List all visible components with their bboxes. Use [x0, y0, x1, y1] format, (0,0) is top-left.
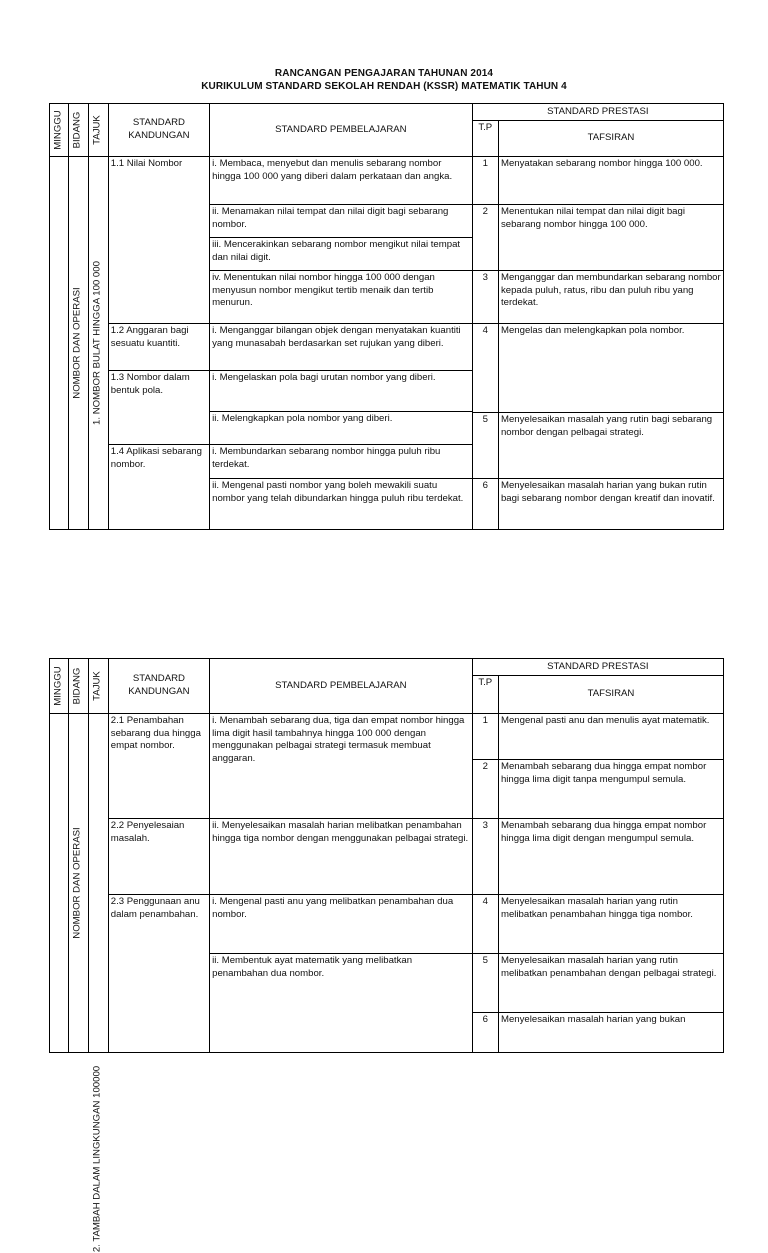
header-standard-kandungan: STANDARD KANDUNGAN	[108, 659, 209, 714]
tafsiran-cell: Mengenal pasti anu dan menulis ayat matematik.	[498, 714, 723, 760]
pembelajaran-cell: i. Membaca, menyebut dan menulis sebarang nombor hingga 100 000 yang diberi dalam perkataan dan angka.	[210, 157, 473, 205]
tafsiran-cell: Menyelesaikan masalah harian yang bukan rutin bagi sebarang nombor dengan kreatif dan inovatif.	[498, 479, 723, 530]
kandungan-cell: 2.1 Penambahan sebarang dua hingga empat nombor.	[108, 714, 209, 819]
pembelajaran-cell: ii. Mengenal pasti nombor yang boleh mewakili suatu nombor yang telah dibundarkan hingga puluh ribu terdekat.	[210, 479, 473, 530]
plan-table-1	[49, 103, 724, 530]
pembelajaran-cell: iii. Mencerakinkan sebarang nombor mengikut nilai tempat dan nilai digit.	[210, 238, 473, 271]
pembelajaran-cell: i. Membundarkan sebarang nombor hingga puluh ribu terdekat.	[210, 445, 473, 479]
document-title: RANCANGAN PENGAJARAN TAHUNAN 2014	[274, 68, 494, 79]
header-minggu: MINGGU	[50, 659, 69, 714]
tajuk-cell: 2. TAMBAH DALAM LINGKUNGAN 100000	[88, 714, 108, 1053]
minggu-cell	[50, 714, 69, 1053]
tp-cell: 4	[472, 324, 498, 413]
bidang-cell: NOMBOR DAN OPERASI	[69, 714, 88, 1053]
pembelajaran-cell: ii. Menyelesaikan masalah harian melibatkan penambahan hingga tiga nombor dengan menggunakan pelbagai strategi.	[210, 819, 473, 895]
header-standard-kandungan: STANDARD KANDUNGAN	[108, 104, 209, 157]
kandungan-cell: 1.3 Nombor dalam bentuk pola.	[108, 371, 209, 445]
tafsiran-cell: Menentukan nilai tempat dan nilai digit bagi sebarang nombor hingga 100 000.	[498, 205, 723, 271]
tafsiran-cell: Menganggar dan membundarkan sebarang nombor kepada puluh, ratus, ribu dan puluh ribu yang terdekat.	[498, 271, 723, 324]
header-standard-pembelajaran: STANDARD PEMBELAJARAN	[210, 659, 473, 714]
tafsiran-cell: Menambah sebarang dua hingga empat nombor hingga lima digit tanpa mengumpul semula.	[498, 760, 723, 819]
tafsiran-cell: Menyelesaikan masalah harian yang rutin melibatkan penambahan hingga tiga nombor.	[498, 895, 723, 954]
pembelajaran-cell: i. Menganggar bilangan objek dengan menyatakan kuantiti yang munasabah berdasarkan set rujukan yang diberi.	[210, 324, 473, 371]
kandungan-cell: 2.2 Penyelesaian masalah.	[108, 819, 209, 895]
kandungan-cell: 1.1 Nilai Nombor	[108, 157, 209, 324]
document-subtitle: KURIKULUM STANDARD SEKOLAH RENDAH (KSSR) MATEMATIK TAHUN 4	[201, 81, 567, 92]
kandungan-cell: 1.2 Anggaran bagi sesuatu kuantiti.	[108, 324, 209, 371]
header-tp: T.P	[472, 676, 498, 714]
tp-cell: 4	[472, 895, 498, 954]
pembelajaran-cell: ii. Melengkapkan pola nombor yang diberi.	[210, 412, 473, 445]
tajuk-cell: 1. NOMBOR BULAT HINGGA 100 000	[88, 157, 108, 530]
tp-cell: 2	[472, 205, 498, 271]
pembelajaran-cell: ii. Menamakan nilai tempat dan nilai digit bagi sebarang nombor.	[210, 205, 473, 238]
tp-cell: 3	[472, 271, 498, 324]
tafsiran-cell: Mengelas dan melengkapkan pola nombor.	[498, 324, 723, 413]
plan-table-2	[49, 658, 724, 1253]
tafsiran-cell: Menyelesaikan masalah yang rutin bagi sebarang nombor dengan pelbagai strategi.	[498, 413, 723, 479]
header-tp: T.P	[472, 121, 498, 157]
header-standard-prestasi: STANDARD PRESTASI	[472, 659, 723, 676]
header-tafsiran: TAFSIRAN	[498, 676, 723, 714]
tp-cell: 5	[472, 954, 498, 1013]
tp-cell: 3	[472, 819, 498, 895]
bidang-cell: NOMBOR DAN OPERASI	[69, 157, 88, 530]
header-bidang: BIDANG	[69, 659, 88, 714]
tafsiran-cell: Menyatakan sebarang nombor hingga 100 000.	[498, 157, 723, 205]
pembelajaran-cell: i. Menambah sebarang dua, tiga dan empat nombor hingga lima digit hasil tambahnya hingga 100 000 dengan menggunakan pelbagai strategi termasuk membuat anggaran.	[210, 714, 473, 819]
pembelajaran-cell: ii. Membentuk ayat matematik yang melibatkan penambahan dua nombor.	[210, 954, 473, 1053]
header-minggu: MINGGU	[50, 104, 69, 157]
pembelajaran-cell: i. Mengenal pasti anu yang melibatkan penambahan dua nombor.	[210, 895, 473, 954]
pembelajaran-cell: iv. Menentukan nilai nombor hingga 100 000 dengan menyusun nombor mengikut tertib menaik dan tertib menurun.	[210, 271, 473, 324]
tafsiran-cell: Menambah sebarang dua hingga empat nombor hingga lima digit dengan mengumpul semula.	[498, 819, 723, 895]
header-tajuk: TAJUK	[88, 104, 108, 157]
header-standard-prestasi: STANDARD PRESTASI	[472, 104, 723, 121]
kandungan-cell: 1.4 Aplikasi sebarang nombor.	[108, 445, 209, 530]
header-bidang: BIDANG	[69, 104, 88, 157]
tp-cell: 2	[472, 760, 498, 819]
minggu-cell	[50, 157, 69, 530]
header-tajuk: TAJUK	[88, 659, 108, 714]
header-standard-pembelajaran: STANDARD PEMBELAJARAN	[210, 104, 473, 157]
tp-cell: 6	[472, 479, 498, 530]
tafsiran-cell: Menyelesaikan masalah harian yang bukan	[498, 1013, 723, 1053]
tp-cell: 1	[472, 157, 498, 205]
tp-cell: 5	[472, 413, 498, 479]
pembelajaran-cell: i. Mengelaskan pola bagi urutan nombor yang diberi.	[210, 371, 473, 412]
kandungan-cell: 2.3 Penggunaan anu dalam penambahan.	[108, 895, 209, 1053]
header-tafsiran: TAFSIRAN	[498, 121, 723, 157]
tafsiran-cell: Menyelesaikan masalah harian yang rutin melibatkan penambahan dengan pelbagai strategi.	[498, 954, 723, 1013]
tp-cell: 6	[472, 1013, 498, 1053]
tp-cell: 1	[472, 714, 498, 760]
